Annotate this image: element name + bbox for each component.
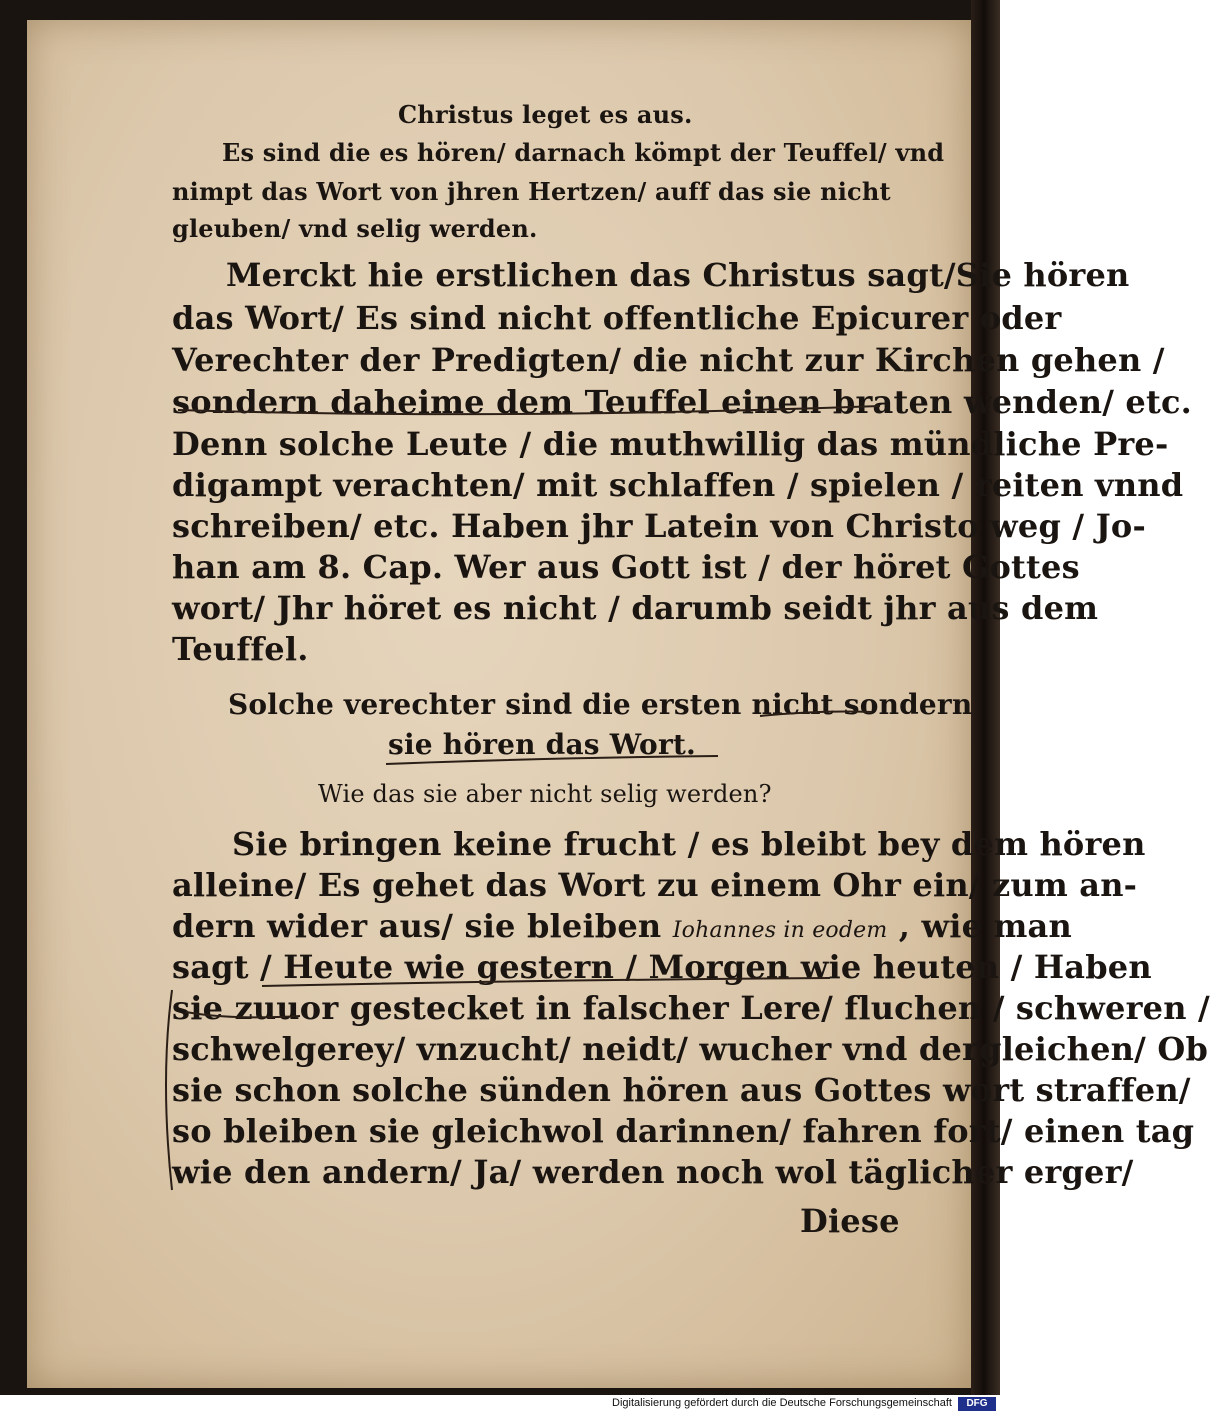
paragraph-2-line-2: das Wort/ Es sind nicht offentliche Epicurer oder <box>172 299 1062 337</box>
page-heading: Christus leget es aus. <box>398 100 693 129</box>
dfg-logo: DFG <box>958 1397 996 1411</box>
subheading-line-1: Solche verechter sind die ersten nicht sondern <box>228 688 973 721</box>
paragraph-3-line-3-start: dern wider aus/ sie bleiben <box>172 907 662 945</box>
paragraph-2-line-8: han am 8. Cap. Wer aus Gott ist / der höret Gottes <box>172 548 1080 586</box>
funding-credit: Digitalisierung gefördert durch die Deutsche Forschungsgemeinschaft <box>612 1397 952 1409</box>
paragraph-1-line-3: gleuben/ vnd selig werden. <box>172 214 538 243</box>
paragraph-3-line-3-end: , wie man <box>898 907 1072 945</box>
paragraph-3-line-7: sie schon solche sünden hören aus Gottes wort straffen/ <box>172 1071 1191 1109</box>
paragraph-1-line-2: nimpt das Wort von jhren Hertzen/ auff das sie nicht <box>172 177 891 206</box>
paragraph-3-line-4: sagt / Heute wie gestern / Morgen wie heuten / Haben <box>172 948 1152 986</box>
paragraph-2-line-5: Denn solche Leute / die muthwillig das mündliche Pre- <box>172 425 1169 463</box>
paragraph-3-line-5: sie zuuor gestecket in falscher Lere/ fluchen / schweren / <box>172 989 1210 1027</box>
paragraph-1-line-1: Es sind die es hören/ darnach kömpt der Teuffel/ vnd <box>222 138 945 167</box>
paragraph-2-line-3: Verechter der Predigten/ die nicht zur Kirchen gehen / <box>172 341 1165 379</box>
footer-bar <box>0 1395 1000 1414</box>
paragraph-3-line-8: so bleiben sie gleichwol darinnen/ fahren fort/ einen tag <box>172 1112 1195 1150</box>
paragraph-2-line-6: digampt verachten/ mit schlaffen / spielen / reiten vnnd <box>172 466 1184 504</box>
paragraph-2-line-10: Teuffel. <box>172 630 309 668</box>
subheading-line-2: sie hören das Wort. <box>388 728 696 761</box>
paragraph-3-line-9: wie den andern/ Ja/ werden noch wol täglicher erger/ <box>172 1153 1134 1191</box>
paragraph-3-line-3 <box>172 907 1072 945</box>
paragraph-3-line-1: Sie bringen keine frucht / es bleibt bey dem hören <box>232 825 1146 863</box>
paragraph-2-line-9: wort/ Jhr höret es nicht / darumb seidt jhr aus dem <box>172 589 1099 627</box>
paragraph-2-line-4: sondern daheime dem Teuffel einen braten wenden/ etc. <box>172 383 1192 421</box>
catchword: Diese <box>800 1202 900 1240</box>
paragraph-3-line-2: alleine/ Es gehet das Wort zu einem Ohr ein/ zum an- <box>172 866 1138 904</box>
latin-insertion: Iohannes in eodem <box>672 918 888 943</box>
paragraph-2-line-1: Merckt hie erstlichen das Christus sagt/Sie hören <box>226 256 1130 294</box>
paragraph-2-line-7: schreiben/ etc. Haben jhr Latein von Christo weg / Jo- <box>172 507 1146 545</box>
paragraph-3-line-6: schwelgerey/ vnzucht/ neidt/ wucher vnd dergleichen/ Ob <box>172 1030 1209 1068</box>
question-heading: Wie das sie aber nicht selig werden? <box>318 780 772 808</box>
